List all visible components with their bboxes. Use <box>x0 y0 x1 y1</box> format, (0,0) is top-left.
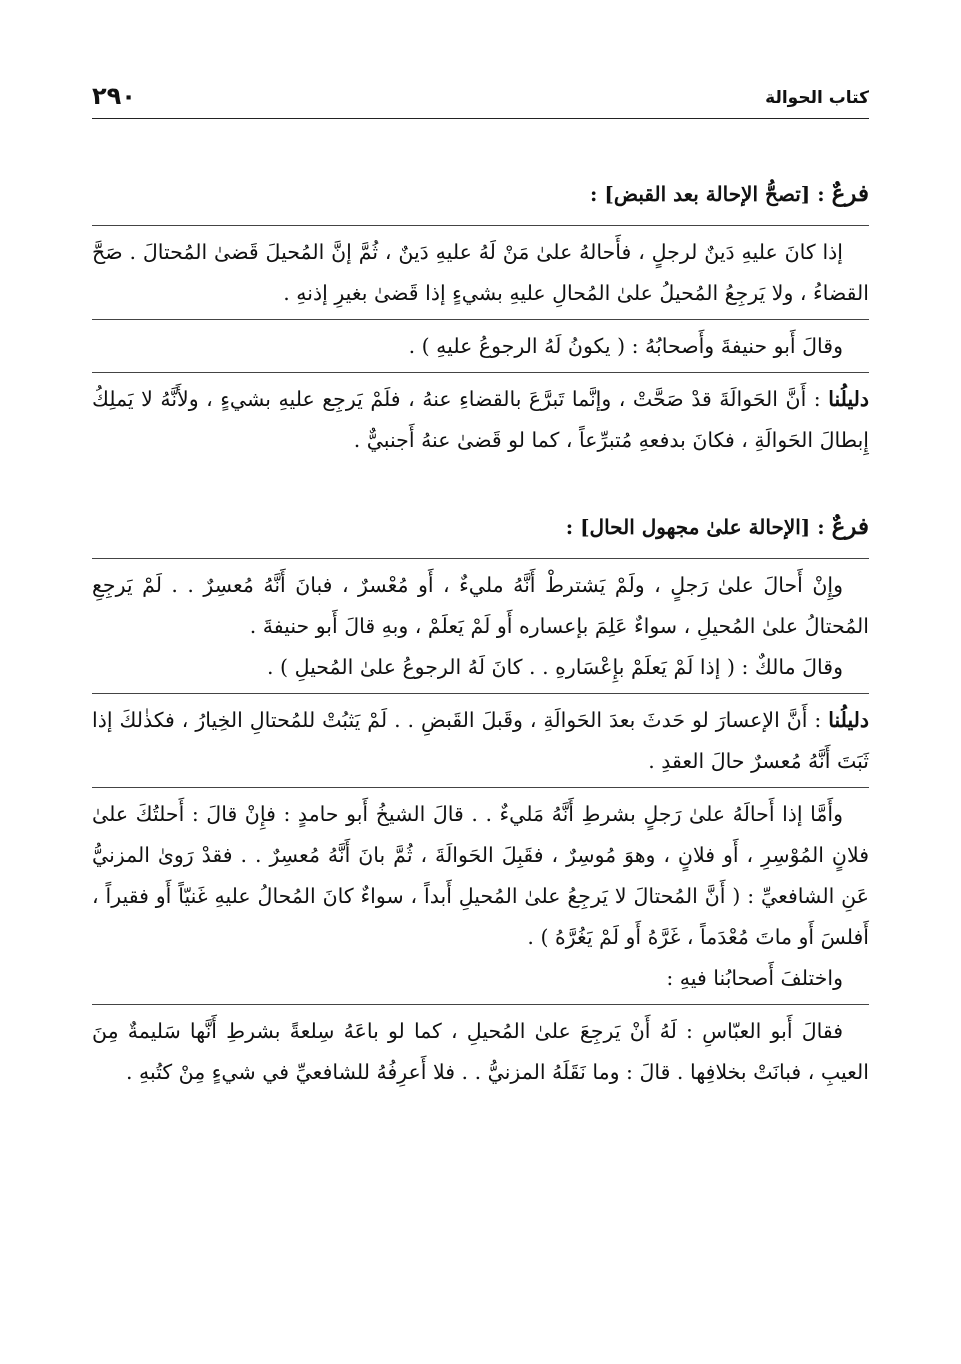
chapter-title: كتاب الحوالة <box>765 88 869 108</box>
paragraph <box>92 379 869 461</box>
paragraph: وأَمَّا إذا أَحالَهُ علىٰ رَجلٍ بشرطِ أَنَّهُ مَليءٌ . . قالَ الشيخُ أَبو حامدٍ : فإِنْ قالَ : أَحلتُكَ علىٰ فلانٍ المُوْسِرِ ، أَو فلانٍ ، وهوَ مُوسِرٌ ، فقَبِلَ الحَوالَةَ ، ثُمَّ بانَ أَنَّهُ مُعسِرٌ . . فقدْ رَوىٰ المزنيُّ عَنِ الشافعيِّ : ( أَنَّ المُحتالَ لا يَرجِعُ علىٰ المُحيلِ أَبداً ، سواءٌ كانَ المُحالُ عليهِ غَنيّاً أَو فقيراً ، أَفلسَ أَو ماتَ مُعْدَماً ، غَرَّهُ أَو لَمْ يَغُرَّهُ ) . <box>92 802 869 949</box>
paragraph-divider <box>92 1004 869 1005</box>
paragraph: وإِنْ أَحالَ علىٰ رَجلٍ ، ولَمْ يَشترطْ أَنَّهُ مليءٌ ، أَو مُعْسرٌ ، فبانَ أَنَّهُ مُعسِرٌ . . لَمْ يَرجِعِ المُحتالُ علىٰ المُحيلِ ، سواءٌ عَلِمَ بإعساره أَو لَمْ يَعلَمْ ، وبهِ قالَ أَبو حنيفةَ . <box>92 573 869 638</box>
header-divider <box>92 118 869 119</box>
section-heading <box>92 168 869 220</box>
evidence-label: دليلُنا <box>828 387 869 411</box>
paragraph-divider <box>92 372 869 373</box>
paragraph-divider <box>92 693 869 694</box>
paragraph-divider <box>92 787 869 788</box>
paragraph: إذا كانَ عليهِ دَينٌ لرجلٍ ، فأَحالهُ علىٰ مَنْ لَهُ عليهِ دَينٌ ، ثُمَّ إنَّ المُحيلَ قَضىٰ المُحتالَ . صَحَّ القضاءُ ، ولا يَرجِعُ المُحيلُ علىٰ المُحالِ عليهِ بشيءٍ إذا قَضىٰ بغيرِ إذنهِ . <box>92 240 869 305</box>
paragraph <box>92 700 869 782</box>
page-body <box>92 168 869 1093</box>
paragraph: وقالَ أَبو حنيفةَ وأَصحابُهُ : ( يكونُ لَهُ الرجوعُ عليهِ ) . <box>408 334 843 358</box>
page-number: ٢٩٠ <box>92 82 136 110</box>
section-label: فرعٌ <box>831 513 869 540</box>
paragraph-text: : أَنَّ الإعسارَ لو حَدثَ بعدَ الحَوالَةِ ، وقَبلَ القَبضِ . . لَمْ يَثبُتْ للمُحتالِ الخِيارُ ، فكذٰلكَ إذا ثَبَتَ أَنَّهُ مُعسرٌ حالَ العقدِ . <box>92 708 869 773</box>
paragraph-divider <box>92 319 869 320</box>
section-2 <box>92 501 869 1093</box>
section-heading <box>92 501 869 553</box>
section-title: : [الإحالة علىٰ مجهول الحال] : <box>565 515 832 539</box>
section-label: فرعٌ <box>831 180 869 207</box>
paragraph: واختلفَ أَصحابُنا فيهِ : <box>666 966 843 990</box>
heading-divider <box>92 225 869 226</box>
page-header <box>92 80 869 120</box>
section-1 <box>92 168 869 461</box>
heading-divider <box>92 558 869 559</box>
evidence-label: دليلُنا <box>828 708 869 732</box>
paragraph: فقالَ أَبو العبّاسِ : لَهُ أَنْ يَرجِعَ علىٰ المُحيلِ ، كما لو باعَهُ سِلعةً بشرطِ أَنَّها سَليمةٌ مِنَ العيبِ ، فبانَتْ بخلافِها . قالَ : وما نَقَلَهُ المزنيُّ . . فلا أَعرِفُهُ للشافعيِّ في شيءٍ مِنْ كتُبهِ . <box>92 1019 869 1084</box>
paragraph: وقالَ مالكٌ : ( إذا لَمْ يَعلَمْ بإِعْسَارهِ . . كانَ لَهُ الرجوعُ علىٰ المُحيلِ ) . <box>267 655 843 679</box>
paragraph-text: : أَنَّ الحَوالَةَ قدْ صَحَّتْ ، وإنَّما تَبرَّعَ بالقضاءِ عنهُ ، فلَمْ يَرجِع عليهِ بشيءٍ ، ولأَنَّهُ لا يَملِكُ إِبطالَ الحَوالَةِ ، فكانَ بدفعهِ مُتبرِّعاً ، كما لو قَضىٰ عنهُ أَجنبيٌّ . <box>92 387 869 452</box>
section-title: : [تصحُّ الإحالة بعد القبض] : <box>590 182 832 206</box>
